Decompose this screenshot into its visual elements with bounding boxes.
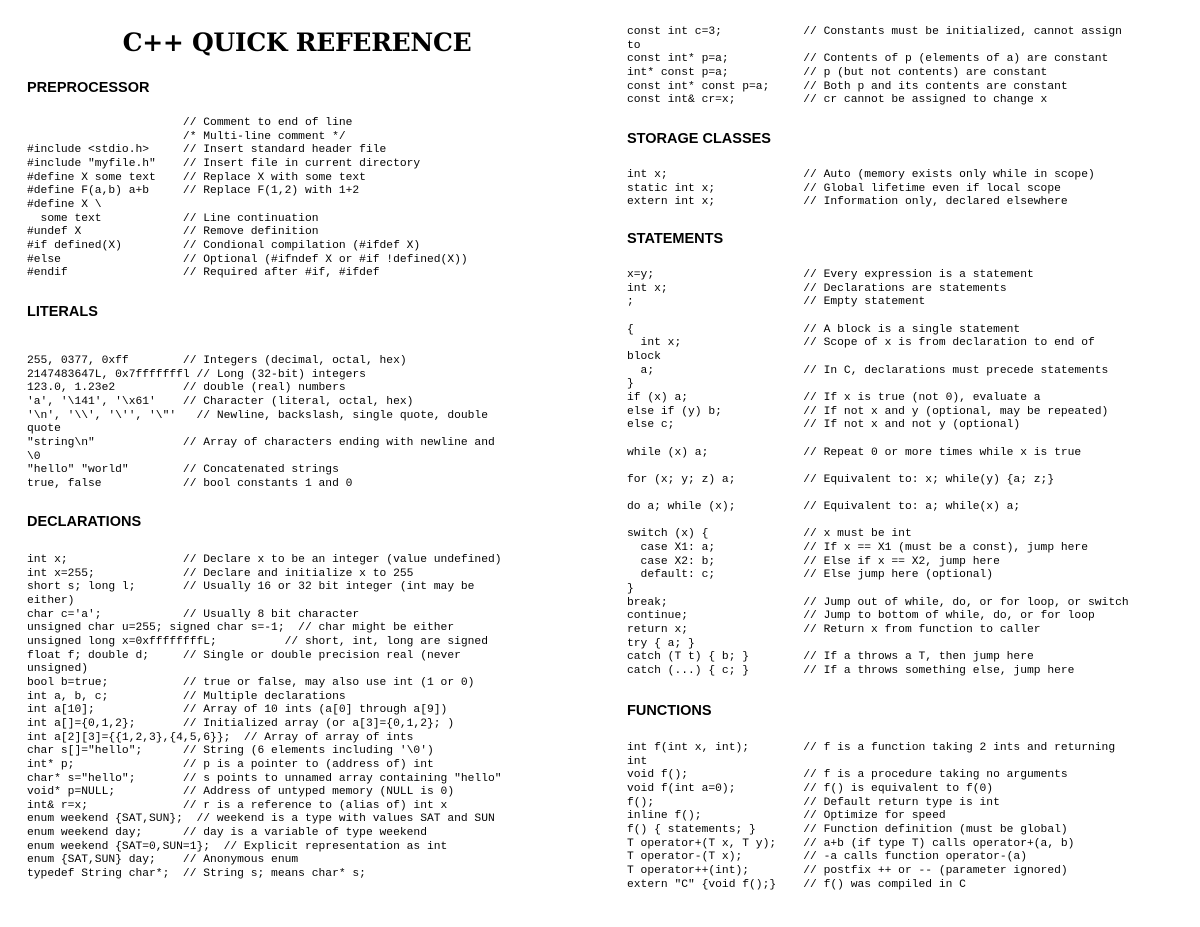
code-line: \0 bbox=[27, 450, 41, 463]
code-line: int a[2][3]={{1,2,3},{4,5,6}}; // Array of array of ints bbox=[27, 731, 414, 744]
code-line: case X1: a; // If x == X1 (must be a const), jump here bbox=[627, 542, 1088, 555]
code-line: switch (x) { // x must be int bbox=[627, 528, 912, 541]
code-line: #include "myfile.h" // Insert file in current directory bbox=[27, 157, 421, 170]
code-line: short s; long l; // Usually 16 or 32 bit integer (int may be bbox=[27, 581, 475, 594]
code-line: block bbox=[627, 350, 661, 363]
code-line: extern "C" {void f();} // f() was compiled in C bbox=[627, 878, 966, 891]
code-line: unsigned) bbox=[27, 663, 89, 676]
code-line: int x; // Declarations are statements bbox=[627, 282, 1007, 295]
code-line: ; // Empty statement bbox=[627, 296, 926, 309]
literals-heading: LITERALS bbox=[27, 304, 98, 320]
preprocessor-heading: PREPROCESSOR bbox=[27, 80, 150, 96]
code-line: int a[]={0,1,2}; // Initialized array (or a[3]={0,1,2}; ) bbox=[27, 717, 455, 730]
code-line: int x; // Auto (memory exists only while in scope) bbox=[627, 169, 1095, 181]
code-line: #undef X // Remove definition bbox=[27, 226, 319, 239]
functions-code bbox=[627, 742, 1187, 892]
code-line: int a[10]; // Array of 10 ints (a[0] through a[9]) bbox=[27, 704, 448, 717]
code-line: catch (T t) { b; } // If a throws a T, then jump here bbox=[627, 651, 1034, 664]
code-line: extern int x; // Information only, declared elsewhere bbox=[627, 196, 1068, 209]
code-line: if (x) a; // If x is true (not 0), evaluate a bbox=[627, 391, 1041, 404]
code-line: 123.0, 1.23e2 // double (real) numbers bbox=[27, 382, 346, 395]
code-line: #define F(a,b) a+b // Replace F(1,2) with 1+2 bbox=[27, 185, 360, 198]
code-line: case X2: b; // Else if x == X2, jump here bbox=[627, 555, 1000, 568]
code-line: const int* p=a; // Contents of p (elements of a) are constant bbox=[627, 53, 1109, 66]
storage-classes-code bbox=[627, 169, 1187, 210]
code-line: while (x) a; // Repeat 0 or more times while x is true bbox=[627, 446, 1082, 459]
code-line: either) bbox=[27, 594, 75, 607]
code-line: static int x; // Global lifetime even if local scope bbox=[627, 182, 1061, 195]
code-line: else c; // If not x and not y (optional) bbox=[627, 419, 1021, 432]
code-line: continue; // Jump to bottom of while, do, or for loop bbox=[627, 610, 1095, 623]
code-line: #if defined(X) // Condional compilation (#ifdef X) bbox=[27, 239, 421, 252]
code-line: quote bbox=[27, 423, 61, 436]
code-line: int f(int x, int); // f is a function taking 2 ints and returning bbox=[627, 742, 1116, 754]
constants-code bbox=[627, 26, 1187, 108]
code-line: '\n', '\\', '\'', '\"' // Newline, backslash, single quote, double bbox=[27, 409, 488, 422]
code-line: "string\n" // Array of characters ending with newline and bbox=[27, 436, 495, 449]
code-line: void* p=NULL; // Address of untyped memory (NULL is 0) bbox=[27, 786, 455, 799]
code-line: const int c=3; // Constants must be initialized, cannot assign bbox=[627, 26, 1122, 38]
code-line: #include <stdio.h> // Insert standard header file bbox=[27, 144, 387, 157]
code-line: bool b=true; // true or false, may also use int (1 or 0) bbox=[27, 676, 475, 689]
code-line: char s[]="hello"; // String (6 elements including '\0') bbox=[27, 745, 434, 758]
code-line: f() { statements; } // Function definition (must be global) bbox=[627, 823, 1068, 836]
declarations-code bbox=[27, 554, 587, 882]
code-line: char* s="hello"; // s points to unnamed array containing "hello" bbox=[27, 772, 502, 785]
code-line: #define X \ bbox=[27, 198, 102, 211]
code-line: int x; // Scope of x is from declaration to end of bbox=[627, 337, 1095, 350]
code-line: unsigned long x=0xffffffffL; // short, int, long are signed bbox=[27, 635, 488, 648]
code-line: f(); // Default return type is int bbox=[627, 796, 1000, 809]
code-line: void f(); // f is a procedure taking no arguments bbox=[627, 769, 1068, 782]
code-line: do a; while (x); // Equivalent to: a; while(x) a; bbox=[627, 501, 1021, 514]
code-line: #else // Optional (#ifndef X or #if !defined(X)) bbox=[27, 253, 468, 266]
code-line: typedef String char*; // String s; means char* s; bbox=[27, 868, 366, 881]
code-line: inline f(); // Optimize for speed bbox=[627, 810, 946, 823]
code-line: true, false // bool constants 1 and 0 bbox=[27, 477, 353, 490]
code-line: 255, 0377, 0xff // Integers (decimal, octal, hex) bbox=[27, 355, 407, 367]
preprocessor-code bbox=[27, 117, 587, 281]
code-line: int a, b, c; // Multiple declarations bbox=[27, 690, 346, 703]
code-line: T operator-(T x); // -a calls function operator-(a) bbox=[627, 851, 1027, 864]
declarations-heading: DECLARATIONS bbox=[27, 514, 142, 530]
code-line: float f; double d; // Single or double precision real (never bbox=[27, 649, 461, 662]
code-line: a; // In C, declarations must precede statements bbox=[627, 364, 1109, 377]
code-line: // Comment to end of line bbox=[27, 117, 353, 129]
code-line: /* Multi-line comment */ bbox=[27, 130, 346, 143]
code-line: default: c; // Else jump here (optional) bbox=[627, 569, 994, 582]
code-line: } bbox=[627, 583, 634, 596]
code-line: break; // Jump out of while, do, or for loop, or switch bbox=[627, 596, 1129, 609]
code-line: T operator++(int); // postfix ++ or -- (parameter ignored) bbox=[627, 864, 1068, 877]
code-line: enum {SAT,SUN} day; // Anonymous enum bbox=[27, 854, 299, 867]
code-line: "hello" "world" // Concatenated strings bbox=[27, 464, 339, 477]
code-line: #endif // Required after #if, #ifdef bbox=[27, 267, 380, 280]
statements-code bbox=[627, 269, 1187, 679]
code-line: const int& cr=x; // cr cannot be assigned to change x bbox=[627, 94, 1048, 107]
code-line: return x; // Return x from function to caller bbox=[627, 624, 1041, 637]
code-line: try { a; } bbox=[627, 637, 695, 650]
code-line: char c='a'; // Usually 8 bit character bbox=[27, 608, 360, 621]
code-line: #define X some text // Replace X with some text bbox=[27, 171, 366, 184]
code-line: 2147483647L, 0x7fffffffl // Long (32-bit) integers bbox=[27, 368, 366, 381]
code-line: void f(int a=0); // f() is equivalent to f(0) bbox=[627, 782, 994, 795]
code-line: else if (y) b; // If not x and y (optional, may be repeated) bbox=[627, 405, 1109, 418]
code-line: T operator+(T x, T y); // a+b (if type T) calls operator+(a, b) bbox=[627, 837, 1075, 850]
code-line: catch (...) { c; } // If a throws something else, jump here bbox=[627, 665, 1075, 678]
page-title: C++ QUICK REFERENCE bbox=[122, 28, 472, 57]
code-line: int bbox=[627, 755, 648, 768]
code-line: 'a', '\141', '\x61' // Character (literal, octal, hex) bbox=[27, 395, 414, 408]
code-line: } bbox=[627, 378, 634, 391]
code-line: { // A block is a single statement bbox=[627, 323, 1021, 336]
statements-heading: STATEMENTS bbox=[627, 231, 724, 247]
code-line: unsigned char u=255; signed char s=-1; // char might be either bbox=[27, 622, 455, 635]
code-line: int* const p=a; // p (but not contents) are constant bbox=[627, 66, 1048, 79]
code-line: enum weekend {SAT=0,SUN=1}; // Explicit representation as int bbox=[27, 840, 448, 853]
code-line: int x=255; // Declare and initialize x to 255 bbox=[27, 567, 414, 580]
code-line: int x; // Declare x to be an integer (value undefined) bbox=[27, 554, 502, 566]
code-line: const int* const p=a; // Both p and its contents are constant bbox=[627, 80, 1068, 93]
code-line: to bbox=[627, 39, 641, 52]
code-line: int& r=x; // r is a reference to (alias of) int x bbox=[27, 799, 448, 812]
code-line: some text // Line continuation bbox=[27, 212, 319, 225]
code-line: int* p; // p is a pointer to (address of) int bbox=[27, 758, 434, 771]
code-line: x=y; // Every expression is a statement bbox=[627, 269, 1034, 281]
code-line: enum weekend {SAT,SUN}; // weekend is a type with values SAT and SUN bbox=[27, 813, 495, 826]
literals-code bbox=[27, 355, 587, 492]
storage-classes-heading: STORAGE CLASSES bbox=[627, 131, 771, 147]
functions-heading: FUNCTIONS bbox=[627, 703, 712, 719]
code-line: for (x; y; z) a; // Equivalent to: x; while(y) {a; z;} bbox=[627, 473, 1055, 486]
code-line: enum weekend day; // day is a variable of type weekend bbox=[27, 827, 427, 840]
